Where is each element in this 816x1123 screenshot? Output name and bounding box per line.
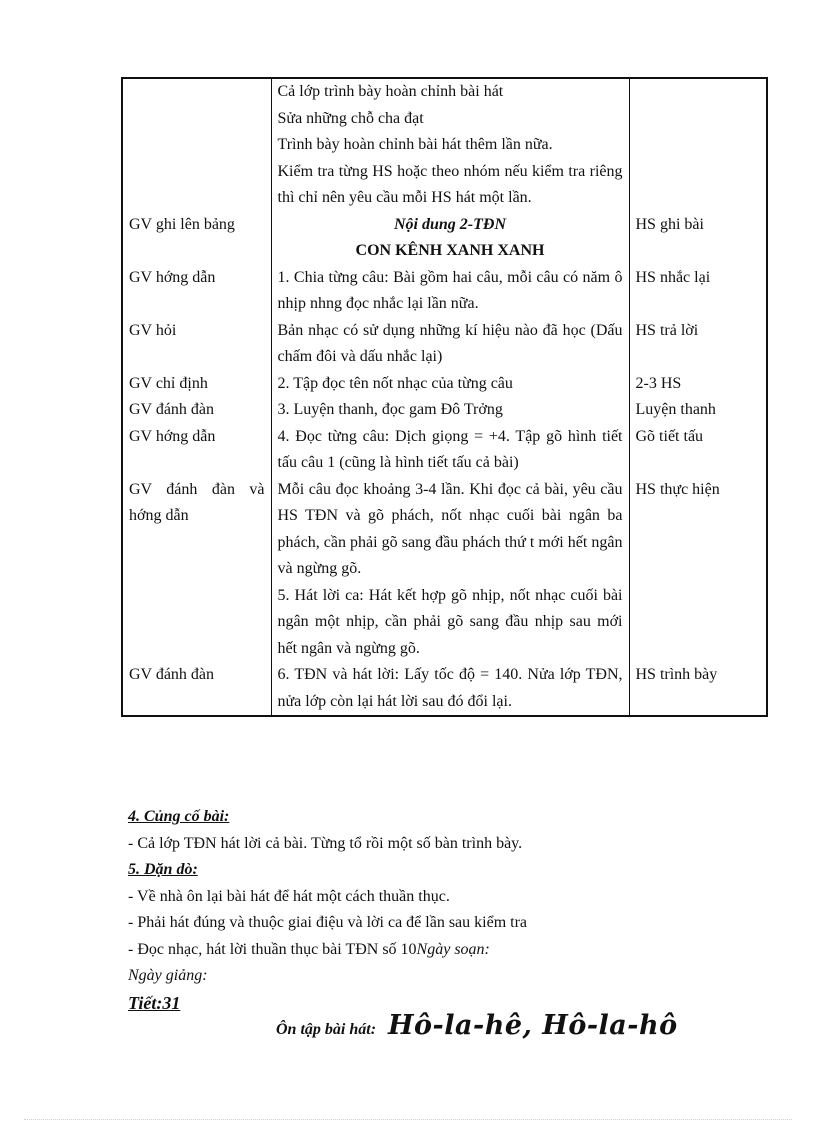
section-heading: Nội dung 2-TĐN — [271, 212, 629, 239]
lesson-title — [276, 1010, 678, 1041]
student-activity — [629, 78, 767, 212]
teacher-activity: GV đánh đàn — [122, 397, 271, 424]
lesson-content: 2. Tập đọc tên nốt nhạc của từng câu — [271, 371, 629, 398]
teacher-activity: GV chỉ định — [122, 371, 271, 398]
homework-item-with-date — [128, 937, 758, 964]
table-row — [122, 662, 767, 716]
student-activity: 2-3 HS — [629, 371, 767, 398]
page-bottom-rule — [24, 1119, 792, 1120]
teaching-date-label: Ngày giảng: — [128, 967, 208, 984]
student-activity: Gõ tiết tấu — [629, 424, 767, 477]
lesson-content: Cả lớp trình bày hoàn chỉnh bài hát Sửa những chỗ cha đạt Trình bày hoàn chỉnh bài hát thêm lần nữa. Kiểm tra từng HS hoặc theo nhóm nếu kiểm tra riêng thì chỉ nên yêu cầu mỗi HS hát một lần. — [271, 78, 629, 212]
song-title: Hô-la-hê, Hô-la-hô — [388, 1010, 678, 1041]
table-row — [122, 318, 767, 371]
teacher-activity: GV hớng dẫn — [122, 424, 271, 477]
lesson-content: 6. TĐN và hát lời: Lấy tốc độ = 140. Nửa lớp TĐN, nửa lớp còn lại hát lời sau đó đổi lại. — [271, 662, 629, 716]
homework-title: 5. Dặn dò: — [128, 861, 198, 878]
song-heading: CON KÊNH XANH XANH — [271, 238, 629, 265]
student-activity — [629, 583, 767, 663]
teacher-activity — [122, 238, 271, 265]
table-row — [122, 265, 767, 318]
table-row — [122, 212, 767, 239]
homework-item: - Phải hát đúng và thuộc giai điệu và lời ca để lần sau kiểm tra — [128, 914, 528, 931]
teacher-activity: GV hớng dẫn — [122, 265, 271, 318]
homework-item: - Về nhà ôn lại bài hát để hát một cách thuần thục. — [128, 887, 450, 905]
student-activity: HS thực hiện — [629, 477, 767, 583]
lesson-content: 5. Hát lời ca: Hát kết hợp gõ nhịp, nốt nhạc cuối bài ngân một nhịp, cần phải gõ sang đầu nhịp sau mới hết ngân và ngừng gõ. — [271, 583, 629, 663]
period-label: Tiết:31 — [128, 992, 181, 1013]
teacher-activity: GV hỏi — [122, 318, 271, 371]
consolidation-title: 4. Củng cố bài: — [128, 808, 230, 825]
teacher-activity: GV đánh đàn — [122, 662, 271, 716]
prepare-date-label: Ngày soạn: — [416, 940, 490, 958]
lesson-title-label: Ôn tập bài hát: — [276, 1021, 377, 1038]
lesson-plan-table — [121, 77, 768, 717]
table-row — [122, 371, 767, 398]
student-activity: HS nhắc lại — [629, 265, 767, 318]
consolidation-line: - Cả lớp TĐN hát lời cả bài. Từng tổ rồi một số bàn trình bày. — [128, 834, 523, 852]
teacher-activity — [122, 583, 271, 663]
lesson-content: 3. Luyện thanh, đọc gam Đô Trởng — [271, 397, 629, 424]
table-row — [122, 238, 767, 265]
student-activity: HS trả lời — [629, 318, 767, 371]
lesson-content: 1. Chia từng câu: Bài gồm hai câu, mỗi câu có năm ô nhịp nhng đọc nhắc lại lần nữa. — [271, 265, 629, 318]
table-row — [122, 424, 767, 477]
teacher-activity — [122, 78, 271, 212]
lesson-content: Mỗi câu đọc khoảng 3-4 lần. Khi đọc cả bài, yêu cầu HS TĐN và gõ phách, nốt nhạc cuối bài ngân ba phách, cần phải gõ sang đầu phách thứ t mới hết ngân và ngừng gõ. — [271, 477, 629, 583]
table-row — [122, 78, 767, 212]
table-row — [122, 583, 767, 663]
student-activity — [629, 238, 767, 265]
table-row — [122, 477, 767, 583]
teacher-activity: GV đánh đàn và hớng dẫn — [122, 477, 271, 583]
table-row — [122, 397, 767, 424]
lesson-wrapup — [128, 804, 758, 1016]
lesson-content: Bản nhạc có sử dụng những kí hiệu nào đã học (Dấu chấm đôi và dấu nhắc lại) — [271, 318, 629, 371]
teacher-activity: GV ghi lên bảng — [122, 212, 271, 239]
student-activity: HS ghi bài — [629, 212, 767, 239]
student-activity: HS trình bày — [629, 662, 767, 716]
homework-item: - Đọc nhạc, hát lời thuần thục bài TĐN số 10 — [128, 940, 417, 958]
lesson-content: 4. Đọc từng câu: Dịch giọng = +4. Tập gõ hình tiết tấu câu 1 (cũng là hình tiết tấu cả bài) — [271, 424, 629, 477]
student-activity: Luyện thanh — [629, 397, 767, 424]
